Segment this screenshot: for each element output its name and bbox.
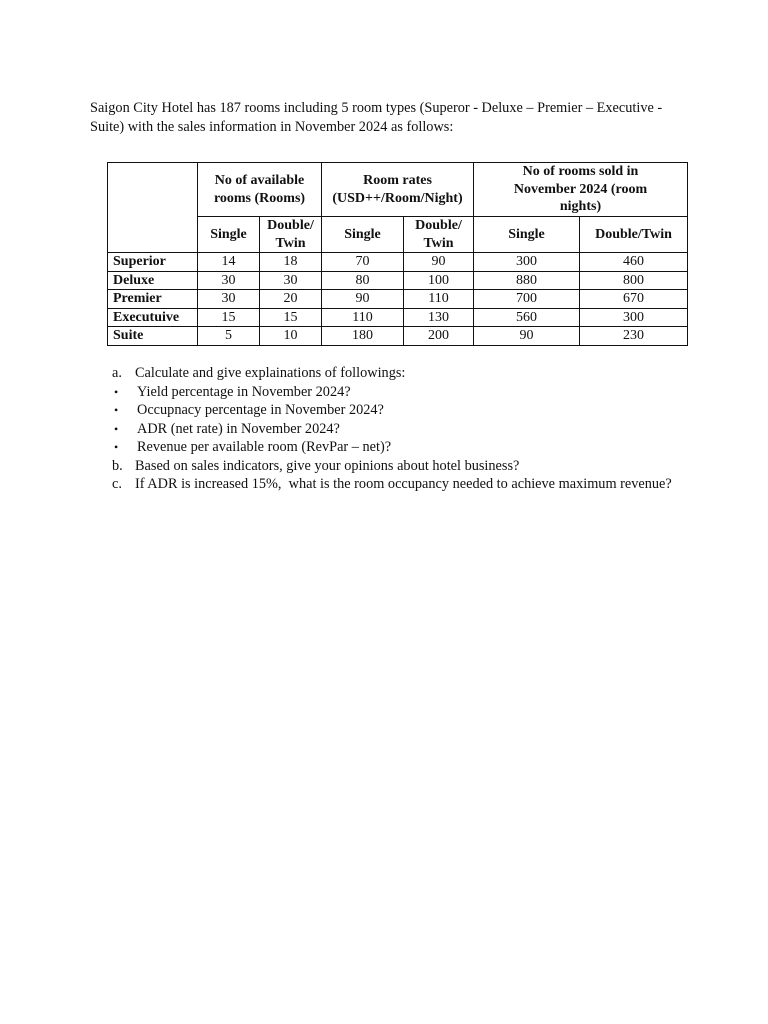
table-row — [108, 308, 688, 327]
question-item — [112, 475, 678, 494]
bullet-marker: • — [114, 440, 119, 454]
cell-avail-double: 30 — [260, 271, 322, 290]
question-item — [112, 420, 678, 439]
table-header-row — [108, 163, 688, 217]
sold-double-header: Double/Twin — [580, 217, 688, 253]
cell-avail-single: 30 — [198, 290, 260, 309]
available-single-header: Single — [198, 217, 260, 253]
cell-rate-double: 200 — [404, 327, 474, 346]
room-type-label: Suite — [108, 327, 198, 346]
cell-rate-single: 90 — [322, 290, 404, 309]
rooms-sold-header — [474, 163, 688, 217]
available-rooms-header-text: No of available rooms (Rooms) — [213, 173, 306, 206]
question-text: Calculate and give explainations of followings: — [135, 365, 406, 381]
cell-rate-double: 90 — [404, 253, 474, 272]
question-marker: a. — [112, 365, 122, 381]
available-double-header-text: Double/ Twin — [267, 218, 314, 251]
question-list — [112, 364, 678, 494]
question-item — [112, 383, 678, 402]
corner-header-cell — [108, 163, 198, 253]
cell-sold-double: 300 — [580, 308, 688, 327]
available-rooms-header — [198, 163, 322, 217]
table-row — [108, 327, 688, 346]
question-item — [112, 364, 678, 383]
question-text: Revenue per available room (RevPar – net)? — [137, 439, 392, 455]
room-type-label: Superior — [108, 253, 198, 272]
table-row — [108, 290, 688, 309]
cell-sold-double: 230 — [580, 327, 688, 346]
table-row — [108, 253, 688, 272]
cell-rate-double: 130 — [404, 308, 474, 327]
sold-single-header: Single — [474, 217, 580, 253]
intro-paragraph: Saigon City Hotel has 187 rooms including 5 room types (Superor - Deluxe – Premier – Executive - Suite) with the sales information in November 2024 as follows: — [90, 100, 663, 135]
rates-single-header: Single — [322, 217, 404, 253]
room-rates-header-text: Room rates (USD++/Room/Night) — [332, 173, 463, 206]
cell-sold-double: 460 — [580, 253, 688, 272]
cell-rate-single: 180 — [322, 327, 404, 346]
room-rates-header — [322, 163, 474, 217]
cell-avail-double: 15 — [260, 308, 322, 327]
cell-sold-single: 880 — [474, 271, 580, 290]
cell-rate-double: 100 — [404, 271, 474, 290]
question-text: Yield percentage in November 2024? — [137, 383, 351, 400]
question-item — [112, 438, 678, 457]
cell-rate-single: 80 — [322, 271, 404, 290]
cell-avail-single: 30 — [198, 271, 260, 290]
room-type-label: Premier — [108, 290, 198, 309]
cell-sold-single: 90 — [474, 327, 580, 346]
question-marker: c. — [112, 476, 122, 492]
cell-sold-single: 560 — [474, 308, 580, 327]
question-item — [112, 457, 678, 476]
cell-avail-double: 18 — [260, 253, 322, 272]
question-item — [112, 401, 678, 420]
rates-double-header-text: Double/ Twin — [415, 218, 462, 251]
available-double-header — [260, 217, 322, 253]
question-text: If ADR is increased 15%, what is the room occupancy needed to achieve maximum revenue? — [135, 476, 672, 492]
bullet-marker: • — [114, 384, 119, 399]
room-type-label: Deluxe — [108, 271, 198, 290]
rooms-sold-header-text: No of rooms sold in November 2024 (room nights) — [513, 164, 648, 215]
cell-rate-single: 70 — [322, 253, 404, 272]
bullet-marker: • — [114, 421, 119, 436]
question-marker: b. — [112, 457, 123, 474]
question-text: Occupnacy percentage in November 2024? — [137, 402, 384, 418]
table-body — [108, 253, 688, 346]
room-type-label: Executuive — [108, 308, 198, 327]
room-sales-table — [107, 162, 688, 346]
cell-avail-double: 20 — [260, 290, 322, 309]
question-text: Based on sales indicators, give your opinions about hotel business? — [135, 457, 520, 474]
cell-avail-double: 10 — [260, 327, 322, 346]
cell-sold-single: 300 — [474, 253, 580, 272]
rates-double-header — [404, 217, 474, 253]
cell-avail-single: 15 — [198, 308, 260, 327]
cell-sold-single: 700 — [474, 290, 580, 309]
cell-sold-double: 800 — [580, 271, 688, 290]
cell-sold-double: 670 — [580, 290, 688, 309]
cell-rate-double: 110 — [404, 290, 474, 309]
cell-rate-single: 110 — [322, 308, 404, 327]
cell-avail-single: 5 — [198, 327, 260, 346]
table-row — [108, 271, 688, 290]
bullet-marker: • — [114, 403, 119, 417]
question-text: ADR (net rate) in November 2024? — [137, 420, 340, 437]
cell-avail-single: 14 — [198, 253, 260, 272]
